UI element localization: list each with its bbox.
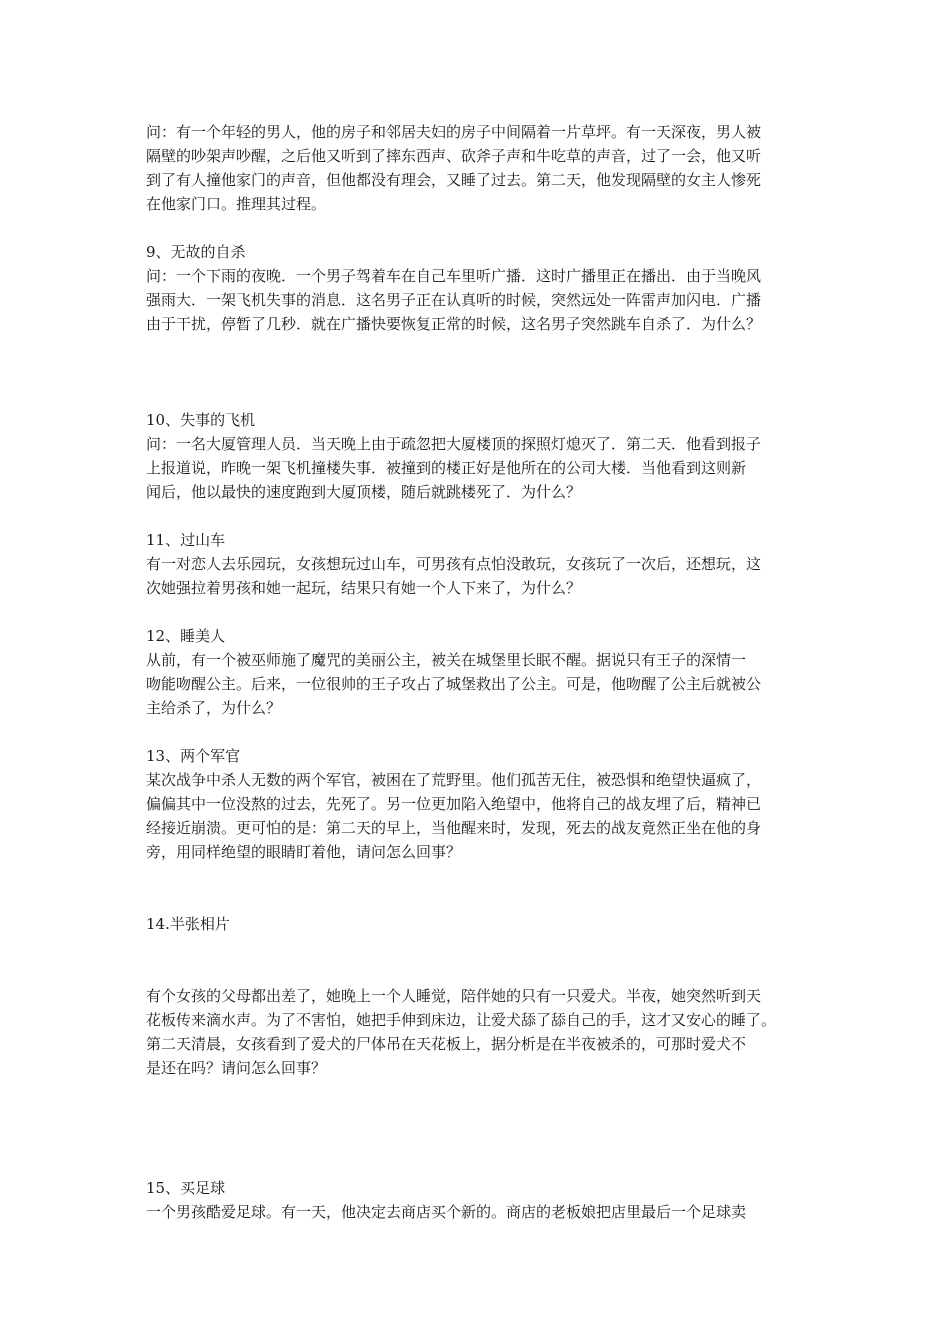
body-line: 经接近崩溃。更可怕的是：第二天的早上，当他醒来时，发现，死去的战友竟然正坐在他的身 <box>146 819 762 837</box>
puzzle-13 <box>146 744 810 864</box>
body-line: 第二天清晨，女孩看到了爱犬的尸体吊在天花板上，据分析是在半夜被杀的，可那时爱犬不 <box>146 1035 747 1053</box>
body-line: 问：一名大厦管理人员．当天晚上由于疏忽把大厦楼顶的探照灯熄灭了．第二天．他看到报子 <box>146 435 762 453</box>
body-line: 问：一个下雨的夜晚．一个男子驾着车在自己车里听广播．这时广播里正在播出．由于当晚风 <box>146 267 762 285</box>
puzzle-title: 10、失事的飞机 <box>146 411 256 429</box>
puzzle-11 <box>146 528 810 600</box>
puzzle-title: 12、睡美人 <box>146 627 226 645</box>
puzzle-14 <box>146 912 810 1080</box>
puzzle-title: 14.半张相片 <box>146 915 230 933</box>
body-line: 由于干扰，停暂了几秒．就在广播快要恢复正常的时候，这名男子突然跳车自杀了．为什么？ <box>146 315 762 333</box>
body-line: 强雨大．一架飞机失事的消息．这名男子正在认真听的时候，突然远处一阵雷声加闪电．广播 <box>146 291 762 309</box>
body-line: 隔壁的吵架声吵醒，之后他又听到了摔东西声、砍斧子声和牛吃草的声音，过了一会，他又听 <box>146 147 762 165</box>
body-line: 次她强拉着男孩和她一起玩，结果只有她一个人下来了，为什么？ <box>146 579 582 597</box>
body-line: 是还在吗？请问怎么回事？ <box>146 1059 327 1077</box>
puzzle-title: 11、过山车 <box>146 531 226 549</box>
puzzle-15 <box>146 1176 810 1224</box>
document-page <box>146 120 810 1224</box>
body-line: 从前，有一个被巫师施了魔咒的美丽公主，被关在城堡里长眠不醒。据说只有王子的深情一 <box>146 651 747 669</box>
body-line: 上报道说，昨晚一架飞机撞楼失事．被撞到的楼正好是他所在的公司大楼．当他看到这则新 <box>146 459 747 477</box>
puzzle-title: 15、买足球 <box>146 1179 226 1197</box>
body-line: 问：有一个年轻的男人，他的房子和邻居夫妇的房子中间隔着一片草坪。有一天深夜，男人被 <box>146 123 762 141</box>
body-line: 有一对恋人去乐园玩，女孩想玩过山车，可男孩有点怕没敢玩，女孩玩了一次后，还想玩，这 <box>146 555 762 573</box>
puzzle-9 <box>146 240 810 336</box>
body-line: 偏偏其中一位没熬的过去，先死了。另一位更加陷入绝望中，他将自己的战友埋了后，精神已 <box>146 795 762 813</box>
body-line: 吻能吻醒公主。后来，一位很帅的王子攻占了城堡救出了公主。可是，他吻醒了公主后就被公 <box>146 675 762 693</box>
puzzle-title: 9、无故的自杀 <box>146 243 246 261</box>
body-line: 花板传来滴水声。为了不害怕，她把手伸到床边，让爱犬舔了舔自己的手，这才又安心的睡了。 <box>146 1011 777 1029</box>
puzzle-10 <box>146 408 810 504</box>
body-line: 旁，用同样绝望的眼睛盯着他，请问怎么回事？ <box>146 843 462 861</box>
body-line: 到了有人撞他家门的声音，但他都没有理会，又睡了过去。第二天，他发现隔壁的女主人惨死 <box>146 171 762 189</box>
body-line: 某次战争中杀人无数的两个军官，被困在了荒野里。他们孤苦无住，被恐惧和绝望快逼疯了， <box>146 771 762 789</box>
body-line: 主给杀了，为什么？ <box>146 699 282 717</box>
puzzle-8-body <box>146 120 810 216</box>
body-line: 闻后，他以最快的速度跑到大厦顶楼，随后就跳楼死了．为什么？ <box>146 483 582 501</box>
body-line: 有个女孩的父母都出差了，她晚上一个人睡觉，陪伴她的只有一只爱犬。半夜，她突然听到天 <box>146 987 762 1005</box>
body-line: 在他家门口。推理其过程。 <box>146 195 327 213</box>
puzzle-12 <box>146 624 810 720</box>
body-line: 一个男孩酷爱足球。有一天，他决定去商店买个新的。商店的老板娘把店里最后一个足球卖 <box>146 1203 747 1221</box>
puzzle-title: 13、两个军官 <box>146 747 241 765</box>
